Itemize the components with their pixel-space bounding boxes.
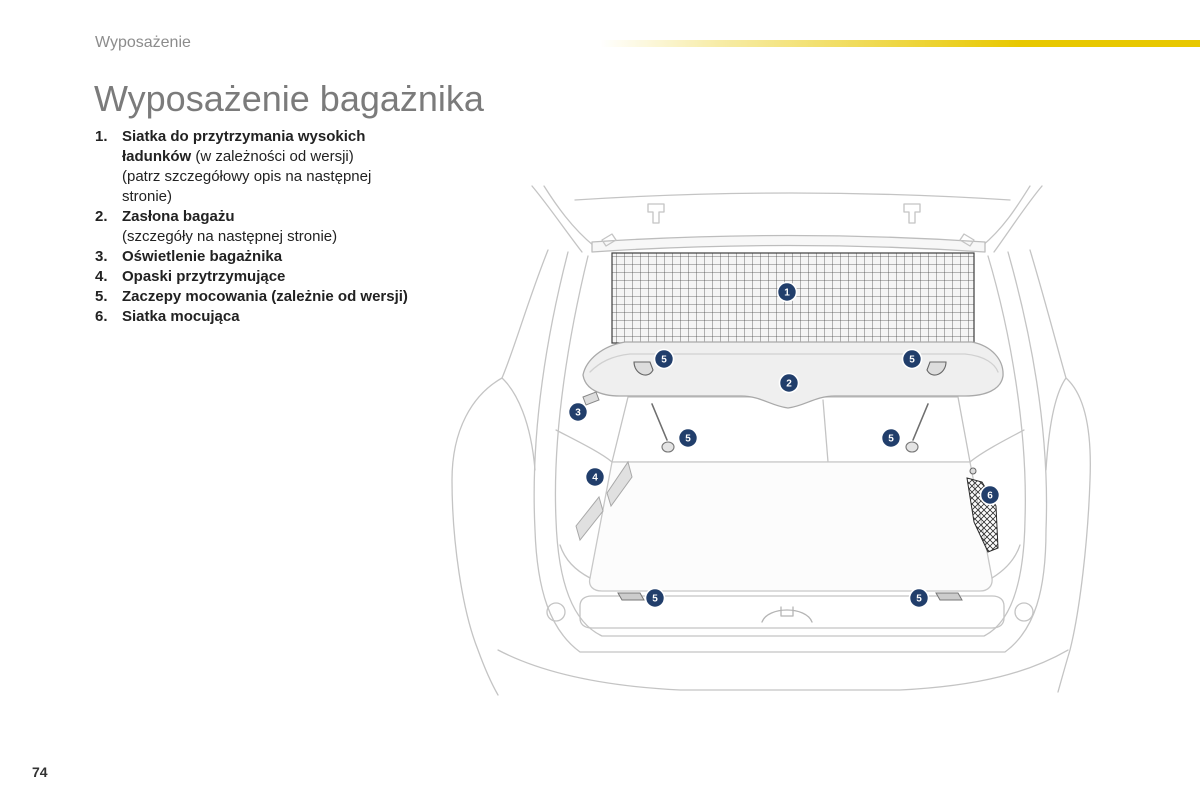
callout-luggage-cover	[780, 374, 799, 393]
item-note: (patrz szczegółowy opis na następnej stronie)	[122, 168, 372, 205]
list-item-anchor-hooks	[95, 287, 416, 307]
item-number: 3.	[95, 248, 108, 265]
trunk-sill	[580, 593, 1004, 628]
item-label: Oświetlenie bagażnika	[122, 248, 283, 265]
callout-number: 5	[685, 433, 691, 445]
body-left-side	[452, 250, 548, 695]
item-number: 4.	[95, 268, 108, 285]
tailgate-left-edge	[544, 186, 594, 246]
tailgate-right-edge	[994, 186, 1042, 252]
tailgate-latch	[781, 607, 793, 616]
seat-strap	[652, 404, 667, 440]
item-text	[122, 267, 416, 287]
seat-split-line	[823, 400, 828, 462]
callout-hook-lower-left	[646, 589, 665, 608]
body-right-side	[1030, 250, 1090, 692]
item-detail: (w zależności od wersji)	[195, 148, 354, 165]
tailgate-hinge	[648, 204, 664, 223]
item-text	[122, 287, 416, 307]
item-label: Siatka mocująca	[122, 308, 240, 325]
callout-number: 5	[916, 593, 922, 605]
trunk-equipment-list	[95, 127, 416, 327]
callout-number: 2	[786, 378, 792, 390]
callout-number: 6	[987, 490, 993, 502]
item-label: Siatka do przytrzymania wysokich ładunków	[122, 128, 366, 165]
item-label: Zaczepy mocowania (zależnie od wersji)	[122, 288, 408, 305]
page-title: Wyposażenie bagażnika	[94, 78, 484, 119]
trunk-light	[583, 392, 599, 405]
anchor-hook	[662, 442, 674, 452]
tailgate-right-edge	[982, 186, 1030, 246]
callout-number: 5	[661, 354, 667, 366]
anchor-hook	[906, 442, 918, 452]
roof-crossbar	[592, 236, 985, 253]
item-text	[122, 307, 416, 327]
callout-number: 3	[575, 407, 581, 419]
section-header: Wyposażenie	[95, 34, 191, 51]
callout-cargo-net	[778, 283, 797, 302]
taillight-right	[1046, 378, 1066, 470]
item-number: 1.	[95, 128, 108, 145]
side-wall-right	[970, 430, 1024, 462]
callout-side-net	[981, 486, 1000, 505]
side-net-hook	[970, 468, 976, 474]
list-item-side-net	[95, 307, 416, 327]
item-text	[122, 207, 416, 247]
taillight-left	[502, 378, 535, 470]
anchor-hook	[936, 593, 962, 600]
list-item-retaining-straps	[95, 267, 416, 287]
side-wall-left	[556, 430, 612, 462]
list-item-boot-lighting	[95, 247, 416, 267]
reflector-right	[1015, 603, 1033, 621]
list-item-luggage-cover	[95, 207, 416, 247]
page-number: 74	[32, 764, 48, 780]
item-label: Zasłona bagażu	[122, 208, 235, 225]
tailgate-hinge	[904, 204, 920, 223]
item-label: Opaski przytrzymujące	[122, 268, 286, 285]
tailgate-lower-edge	[575, 193, 1010, 200]
item-note: (szczegóły na następnej stronie)	[122, 228, 338, 245]
callout-number: 4	[592, 472, 598, 484]
callout-hook-lower-right	[910, 589, 929, 608]
item-text	[122, 127, 416, 207]
callout-trunk-light	[569, 403, 588, 422]
item-number: 5.	[95, 288, 108, 305]
callout-hook-upper-left	[655, 350, 674, 369]
item-number: 2.	[95, 208, 108, 225]
trunk-floor-surface	[590, 462, 993, 591]
callout-number: 5	[888, 433, 894, 445]
tailgate-left-edge	[532, 186, 582, 252]
rear-bumper	[498, 650, 1068, 690]
seat-strap	[913, 404, 928, 440]
item-number: 6.	[95, 308, 108, 325]
header-accent-bar	[600, 40, 1200, 47]
side-wall-right	[992, 545, 1020, 578]
anchor-hook	[618, 593, 644, 600]
list-item-cargo-net	[95, 127, 416, 207]
trunk-illustration	[440, 180, 1100, 710]
callout-number: 5	[652, 593, 658, 605]
callout-number: 5	[909, 354, 915, 366]
callout-hook-middle-left	[679, 429, 698, 448]
callout-retaining-straps	[586, 468, 605, 487]
callout-hook-upper-right	[903, 350, 922, 369]
side-wall-left	[560, 545, 590, 578]
callout-number: 1	[784, 287, 790, 299]
callout-hook-middle-right	[882, 429, 901, 448]
item-text	[122, 247, 416, 267]
